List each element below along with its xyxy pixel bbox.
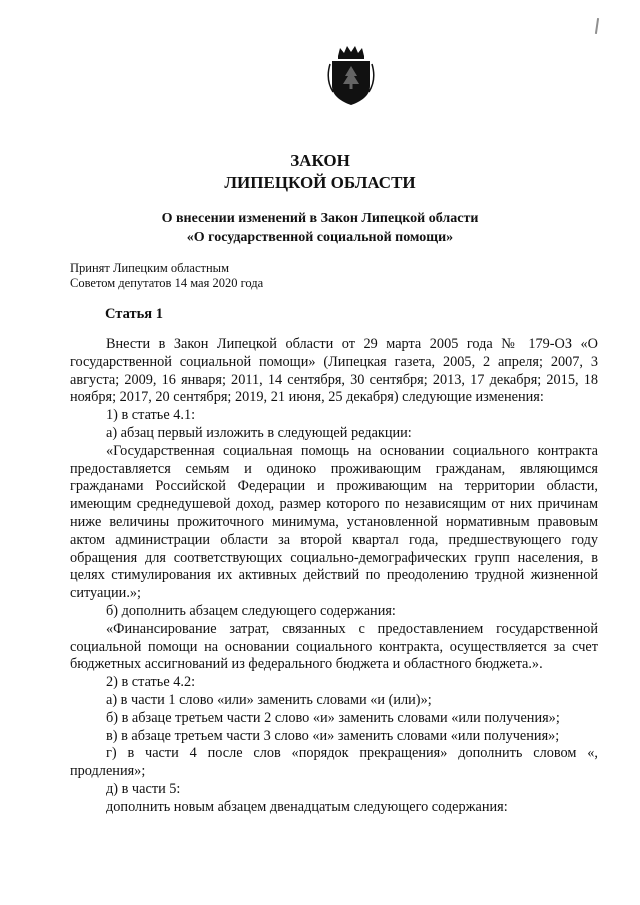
lipetsk-coat-of-arms-icon (326, 44, 376, 106)
paragraph: а) в части 1 слово «или» заменить словами «и (или)»; (106, 691, 432, 708)
paragraph: Внести в Закон Липецкой области от 29 марта 2005 года № 179-ОЗ «О государственной социальной помощи» (Липецкая газета, 2005, 2 апреля; 2007, 3 августа; 2009, 16 января; 2011, 14 сентября, 30 сентября; 2013, 17 декабря; 2015, 18 ноября; 2017, 20 сентября; 2019, 21 июня, 25 декабря) следующие изменения: (70, 336, 598, 406)
adopted-date: Советом депутатов 14 мая 2020 года (70, 276, 264, 290)
paragraph: 1) в статье 4.1: (106, 407, 196, 424)
article-body (70, 336, 598, 817)
paragraph: дополнить новым абзацем двенадцатым следующего содержания: (106, 798, 508, 815)
paragraph: а) абзац первый изложить в следующей редакции: (106, 424, 412, 441)
paragraph: в) в абзаце третьем части 3 слово «и» заменить словами «или получения»; (106, 727, 560, 744)
paragraph: б) дополнить абзацем следующего содержания: (106, 602, 396, 619)
article-title: Статья 1 (105, 306, 163, 322)
paragraph: «Государственная социальная помощь на основании социального контракта предоставляется семьям и одиноко проживающим гражданам, являющимся гражданами Российской Федерации и проживающим на территории области, имеющим среднедушевой доход, размер которого по независящим от них причинам ниже величины прожиточного минимума, установленной нормативным правовым актом администрации области за второй квартал года, предшествующего году обращения для соответствующих социально-демографических групп населения, в целях стимулирования их активных действий по преодолению трудной жизненной ситуации.»; (70, 442, 598, 602)
law-subject-line1: О внесении изменений в Закон Липецкой области (161, 211, 479, 226)
paragraph: 2) в статье 4.2: (106, 674, 196, 691)
law-region-heading: ЛИПЕЦКОЙ ОБЛАСТИ (224, 173, 416, 192)
paragraph: г) в части 4 после слов «порядок прекращения» дополнить словом «, продления»; (70, 745, 598, 780)
adopted-by: Принят Липецким областным (70, 261, 229, 275)
paragraph: б) в абзаце третьем части 2 слово «и» заменить словами «или получения»; (106, 709, 560, 726)
paragraph: д) в части 5: (106, 780, 181, 797)
law-subject-line2: «О государственной социальной помощи» (186, 230, 454, 245)
paragraph: «Финансирование затрат, связанных с предоставлением государственной социальной помощи на основании социального контракта, осуществляется за счет бюджетных ассигнований из федерального бюджета и областного бюджета.». (70, 620, 598, 673)
law-heading: ЗАКОН (290, 151, 350, 170)
scan-mark (595, 18, 599, 34)
